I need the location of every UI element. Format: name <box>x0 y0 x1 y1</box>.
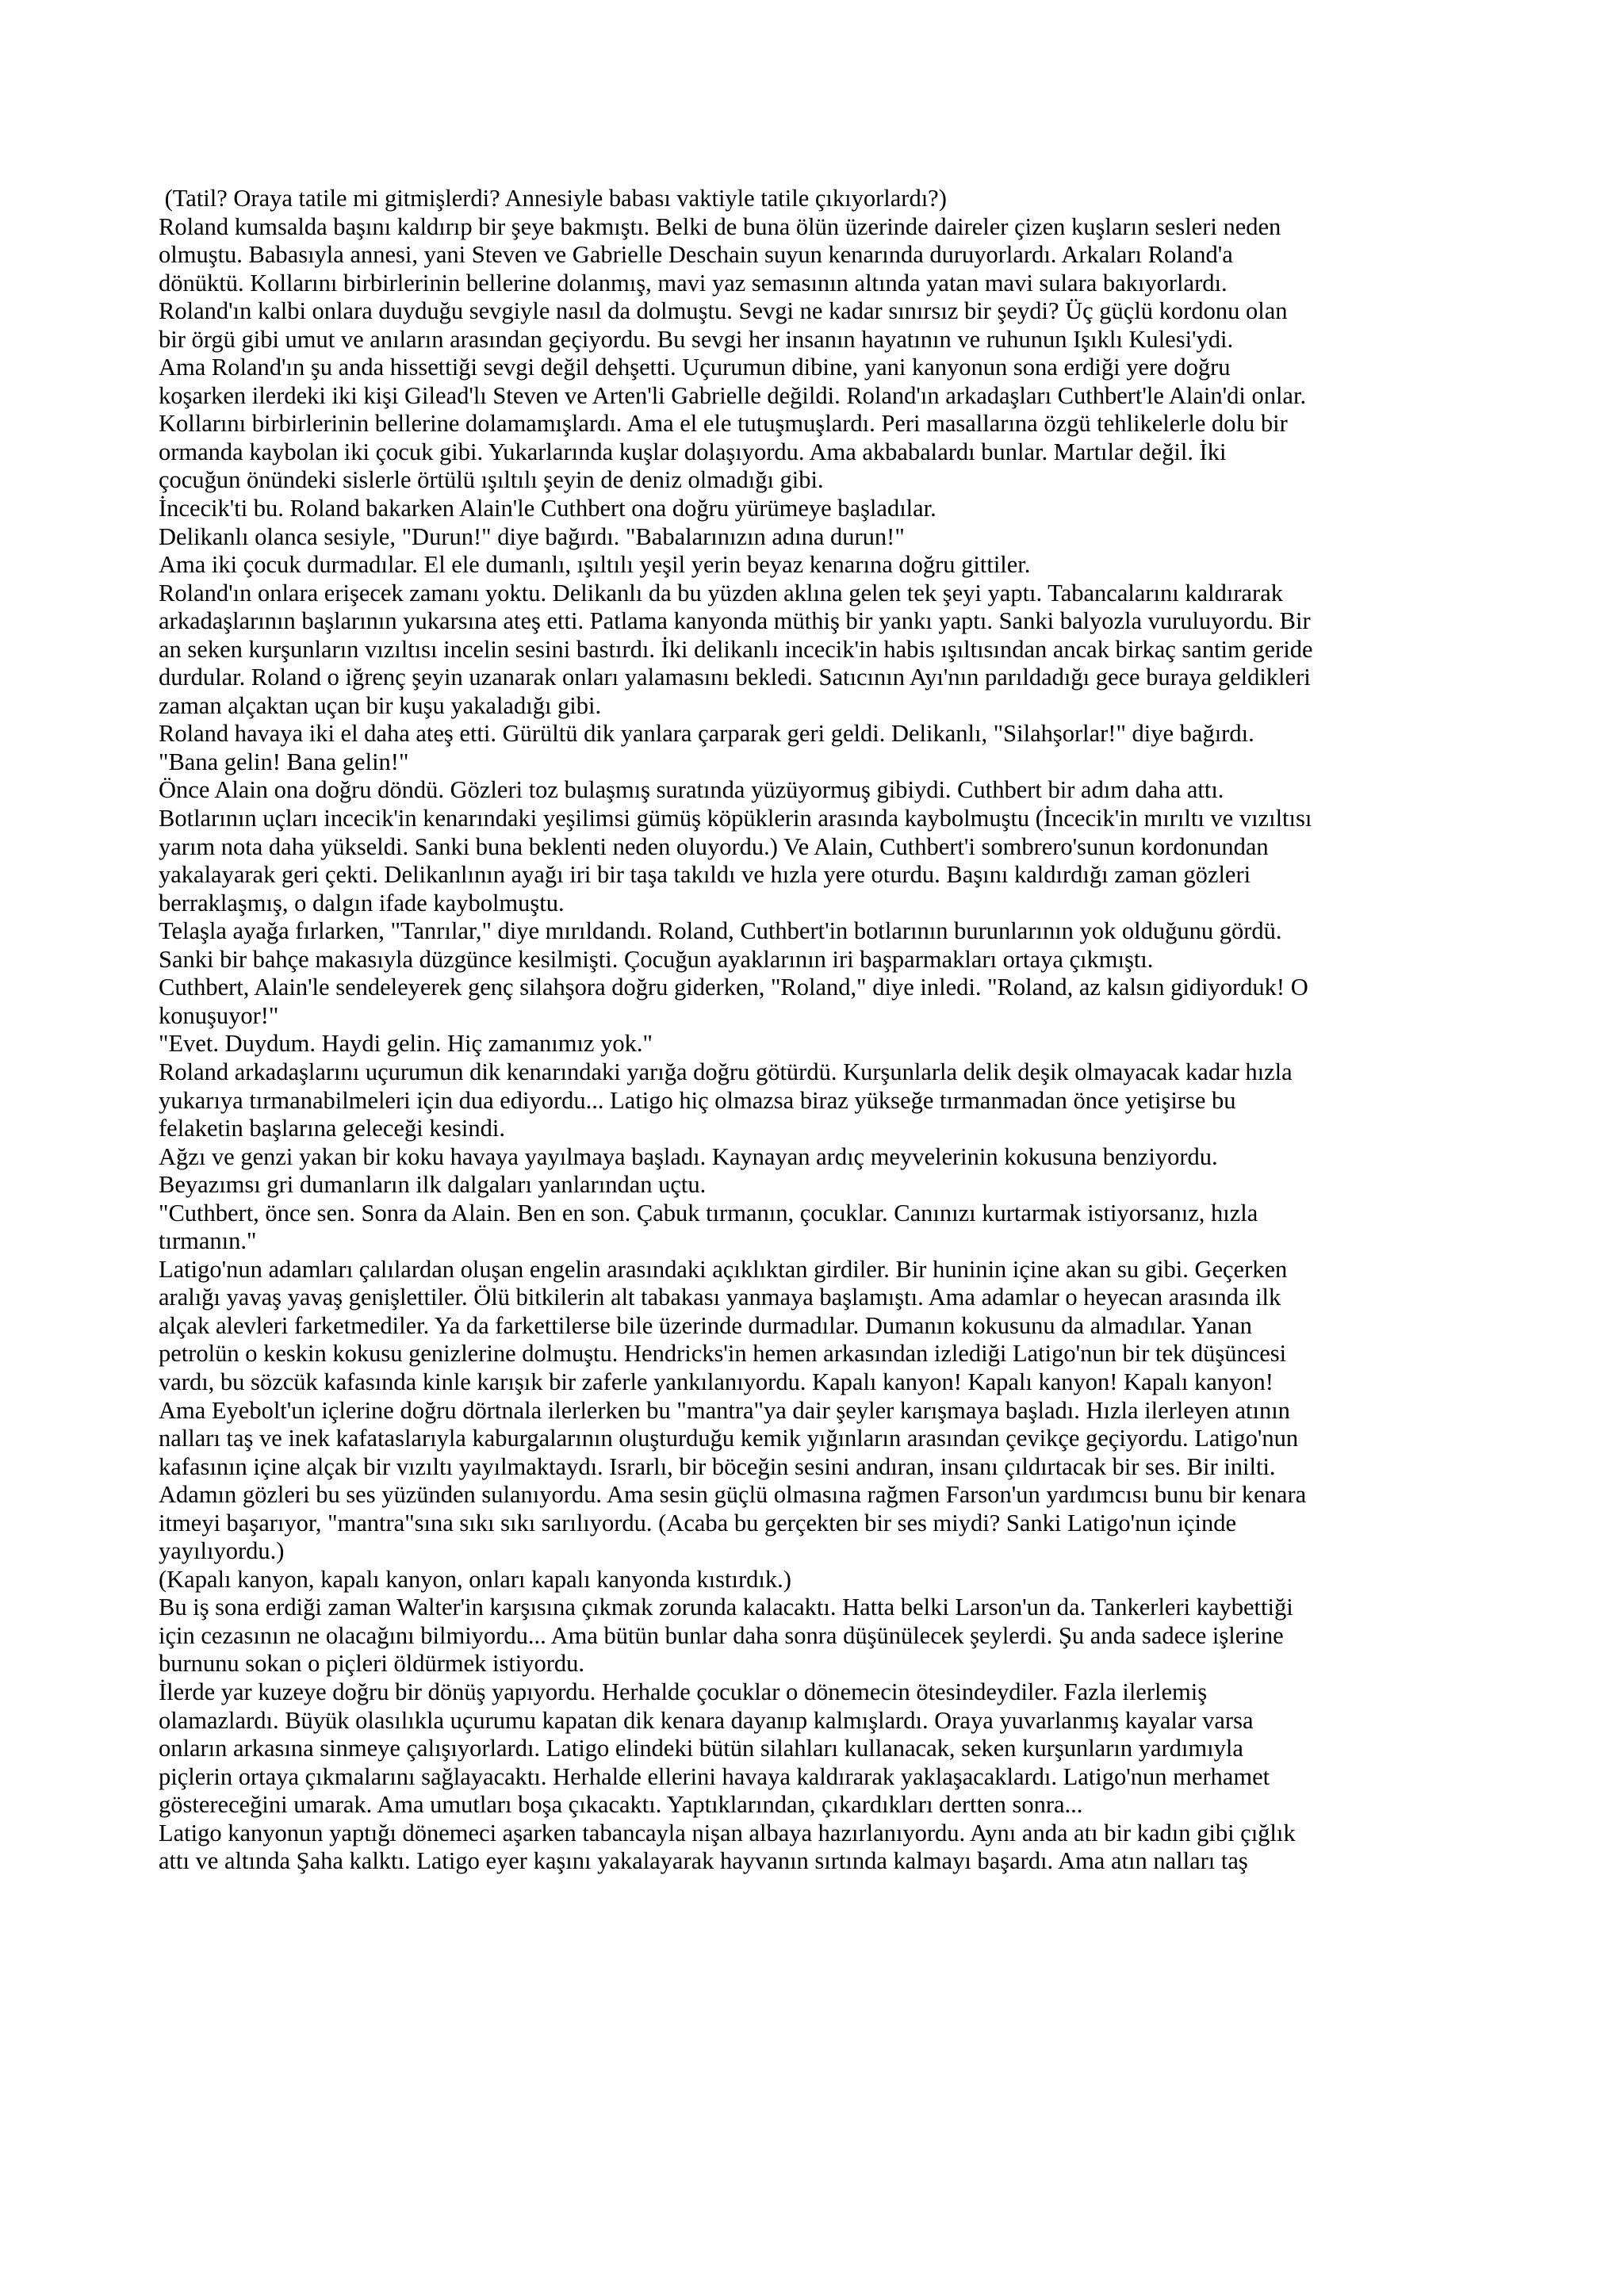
text-line: yayılıyordu.) <box>159 1537 285 1565</box>
text-line: çocuğun önündeki sislerle örtülü ışıltılı şeyin de deniz olmadığı gibi. <box>159 466 824 494</box>
text-line: felaketin başlarına geleceği kesindi. <box>159 1115 505 1142</box>
text-line: Delikanlı olanca sesiyle, "Durun!" diye bağırdı. "Babalarınızın adına durun!" <box>159 522 905 550</box>
text-line: Roland'ın kalbi onlara duyduğu sevgiyle nasıl da dolmuştu. Sevgi ne kadar sınırsız bir şeydi? Üç güçlü kordonu olan <box>159 297 1288 325</box>
text-line: bir örgü gibi umut ve anıların arasından geçiyordu. Bu sevgi her insanın hayatının ve ruhunun Işıklı Kulesi'ydi. <box>159 325 1234 353</box>
text-line: Telaşla ayağa fırlarken, "Tanrılar," diye mırıldandı. Roland, Cuthbert'in botlarının burunlarının yok olduğunu gördü. <box>159 917 1282 945</box>
text-line: İlerde yar kuzeye doğru bir dönüş yapıyordu. Herhalde çocuklar o dönemecin ötesindeydiler. Fazla ilerlemiş <box>159 1678 1208 1705</box>
text-line: vardı, bu sözcük kafasında kinle karışık bir zaferle yankılanıyordu. Kapalı kanyon! Kapalı kanyon! Kapalı kanyon! <box>159 1368 1274 1395</box>
text-line: petrolün o keskin kokusu genizlerine dolmuştu. Hendricks'in hemen arkasından izlediği Latigo'nun bir tek düşüncesi <box>159 1340 1287 1368</box>
text-line: burnunu sokan o piçleri öldürmek istiyordu. <box>159 1650 585 1678</box>
text-line: yukarıya tırmanabilmeleri için dua ediyordu... Latigo hiç olmazsa biraz yükseğe tırmanmadan önce yetişirse bu <box>159 1086 1236 1114</box>
text-line: Kollarını birbirlerinin bellerine dolamamışlardı. Ama el ele tutuşmuşlardı. Peri masallarına özgü tehlikelerle dolu bir <box>159 410 1288 438</box>
text-line: için cezasının ne olacağını bilmiyordu... Ama bütün bunlar daha sonra düşünülecek şeylerdi. Şu anda sadece işlerine <box>159 1621 1284 1649</box>
text-line: zaman alçaktan uçan bir kuşu yakaladığı gibi. <box>159 691 602 719</box>
text-line: an seken kurşunların vızıltısı incelin sesini bastırdı. İki delikanlı incecik'in habis ışıltısından ancak birkaç santim geride <box>159 635 1313 663</box>
text-line: İncecik'ti bu. Roland bakarken Alain'le Cuthbert ona doğru yürümeye başladılar. <box>159 495 936 522</box>
body-text <box>159 185 1475 1876</box>
text-line: Ağzı ve genzi yakan bir koku havaya yayılmaya başladı. Kaynayan ardıç meyvelerinin kokusuna benziyordu. <box>159 1142 1218 1170</box>
text-line: nalları taş ve inek kafataslarıyla kaburgalarının oluşturduğu kemik yığınların arasından çevikçe geçiyordu. Latigo'nun <box>159 1425 1299 1452</box>
text-line: dönüktü. Kollarını birbirlerinin bellerine dolanmış, mavi yaz semasının altında yatan mavi sulara bakıyorlardı. <box>159 269 1228 297</box>
text-line: yarım nota daha yükseldi. Sanki buna beklenti neden oluyordu.) Ve Alain, Cuthbert'i sombrero'sunun kordonundan <box>159 832 1269 860</box>
text-line: tırmanın." <box>159 1227 257 1255</box>
text-line: Sanki bir bahçe makasıyla düzgünce kesilmişti. Çocuğun ayaklarının iri başparmakları ortaya çıkmıştı. <box>159 945 1154 973</box>
text-line: Ama Eyebolt'un içlerine doğru dörtnala ilerlerken bu "mantra"ya dair şeyler karışmaya başladı. Hızla ilerleyen atının <box>159 1396 1290 1424</box>
text-line: koşarken ilerdeki iki kişi Gilead'lı Steven ve Arten'li Gabrielle değildi. Roland'ın arkadaşları Cuthbert'le Alain'di onlar. <box>159 381 1307 409</box>
text-line: Ama iki çocuk durmadılar. El ele dumanlı, ışıltılı yeşil yerin beyaz kenarına doğru gittiler. <box>159 551 1031 579</box>
text-line: durdular. Roland o iğrenç şeyin uzanarak onları yalamasını bekledi. Satıcının Ayı'nın parıldadığı gece buraya geldikleri <box>159 664 1311 691</box>
text-line: piçlerin ortaya çıkmalarını sağlayacaktı. Herhalde ellerini havaya kaldırarak yaklaşacaklardı. Latigo'nun merhamet <box>159 1762 1270 1790</box>
text-line: yakalayarak geri çekti. Delikanlının ayağı iri bir taşa takıldı ve hızla yere oturdu. Başını kaldırdığı zaman gözleri <box>159 861 1251 889</box>
text-line: Botlarının uçları incecik'in kenarındaki yeşilimsi gümüş köpüklerin arasında kaybolmuştu (İncecik'in mırıltı ve vızıltısı <box>159 805 1312 832</box>
text-line: berraklaşmış, o dalgın ifade kaybolmuştu. <box>159 889 565 916</box>
text-line: Latigo'nun adamları çalılardan oluşan engelin arasındaki açıklıktan girdiler. Bir huninin içine akan su gibi. Geçerken <box>159 1255 1288 1283</box>
text-line: Latigo kanyonun yaptığı dönemeci aşarken tabancayla nişan albaya hazırlanıyordu. Aynı anda atı bir kadın gibi çığlık <box>159 1819 1296 1846</box>
text-line: onların arkasına sinmeye çalışıyorlardı. Latigo elindeki bütün silahları kullanacak, seken kurşunların yardımıyla <box>159 1735 1243 1762</box>
text-line: Roland havaya iki el daha ateş etti. Gürültü dik yanlara çarparak geri geldi. Delikanlı, "Silahşorlar!" diye bağırdı. <box>159 720 1254 748</box>
text-line: "Cuthbert, önce sen. Sonra da Alain. Ben en son. Çabuk tırmanın, çocuklar. Canınızı kurtarmak istiyorsanız, hızla <box>159 1199 1258 1226</box>
text-line: "Bana gelin! Bana gelin!" <box>159 748 409 775</box>
text-line: attı ve altında Şaha kalktı. Latigo eyer kaşını yakalayarak hayvanın sırtında kalmayı başardı. Ama atın nalları taş <box>159 1847 1248 1875</box>
text-line: Bu iş sona erdiği zaman Walter'in karşısına çıkmak zorunda kalacaktı. Hatta belki Larson'un da. Tankerleri kaybettiği <box>159 1594 1293 1621</box>
text-line: Roland arkadaşlarını uçurumun dik kenarındaki yarığa doğru götürdü. Kurşunlarla delik deşik olmayacak kadar hızla <box>159 1058 1293 1085</box>
text-line: Cuthbert, Alain'le sendeleyerek genç silahşora doğru giderken, "Roland," diye inledi. "Roland, az kalsın gidiyorduk! O <box>159 974 1308 1001</box>
text-line: Roland kumsalda başını kaldırıp bir şeye bakmıştı. Belki de buna ölün üzerinde daireler çizen kuşların sesleri neden <box>159 212 1281 240</box>
text-line: Beyazımsı gri dumanların ilk dalgaları yanlarından uçtu. <box>159 1171 707 1199</box>
text-line: kafasının içine alçak bir vızıltı yayılmaktaydı. Israrlı, bir böceğin sesini andıran, insanı çıldırtacak bir ses. Bir inilti. <box>159 1452 1276 1480</box>
text-line: göstereceğini umarak. Ama umutları boşa çıkacaktı. Yaptıklarından, çıkardıkları dertten sonra... <box>159 1791 1083 1819</box>
text-line: Önce Alain ona doğru döndü. Gözleri toz bulaşmış suratında yüzüyormuş gibiydi. Cuthbert bir adım daha attı. <box>159 776 1224 804</box>
text-line: alçak alevleri farketmediler. Ya da farkettilerse bile üzerinde durmadılar. Dumanın kokusunu da almadılar. Yanan <box>159 1311 1252 1339</box>
text-line: arkadaşlarının başlarının yukarsına ateş etti. Patlama kanyonda müthiş bir yankı yaptı. Sanki balyozla vuruluyordu. Bir <box>159 607 1311 635</box>
text-line: itmeyi başarıyor, "mantra"sına sıkı sıkı sarılıyordu. (Acaba bu gerçekten bir ses miydi? Sanki Latigo'nun içinde <box>159 1509 1236 1536</box>
text-line: aralığı yavaş yavaş genişlettiler. Ölü bitkilerin alt tabakası yanmaya başlamıştı. Ama adamlar o heyecan arasında ilk <box>159 1284 1281 1311</box>
text-line: (Tatil? Oraya tatile mi gitmişlerdi? Annesiyle babası vaktiyle tatile çıkıyorlardı?) <box>159 185 947 212</box>
text-line: "Evet. Duydum. Haydi gelin. Hiç zamanımız yok." <box>159 1030 653 1058</box>
text-line: Adamın gözleri bu ses yüzünden sulanıyordu. Ama sesin güçlü olmasına rağmen Farson'un yardımcısı bunu bir kenara <box>159 1481 1307 1509</box>
text-line: ormanda kaybolan iki çocuk gibi. Yukarlarında kuşlar dolaşıyordu. Ama akbabalardı bunlar. Martılar değil. İki <box>159 438 1227 465</box>
text-line: (Kapalı kanyon, kapalı kanyon, onları kapalı kanyonda kıstırdık.) <box>159 1565 791 1593</box>
text-line: Roland'ın onlara erişecek zamanı yoktu. Delikanlı da bu yüzden aklına gelen tek şeyi yaptı. Tabancalarını kaldırarak <box>159 579 1283 607</box>
text-line: konuşuyor!" <box>159 1001 279 1029</box>
text-line: Ama Roland'ın şu anda hissettiği sevgi değil dehşetti. Uçurumun dibine, yani kanyonun sona erdiği yere doğru <box>159 354 1231 381</box>
text-line: olmuştu. Babasıyla annesi, yani Steven ve Gabrielle Deschain suyun kenarında duruyorlardı. Arkaları Roland'a <box>159 241 1233 269</box>
text-line: olamazlardı. Büyük olasılıkla uçurumu kapatan dik kenara dayanıp kalmışlardı. Oraya yuvarlanmış kayalar varsa <box>159 1706 1254 1734</box>
